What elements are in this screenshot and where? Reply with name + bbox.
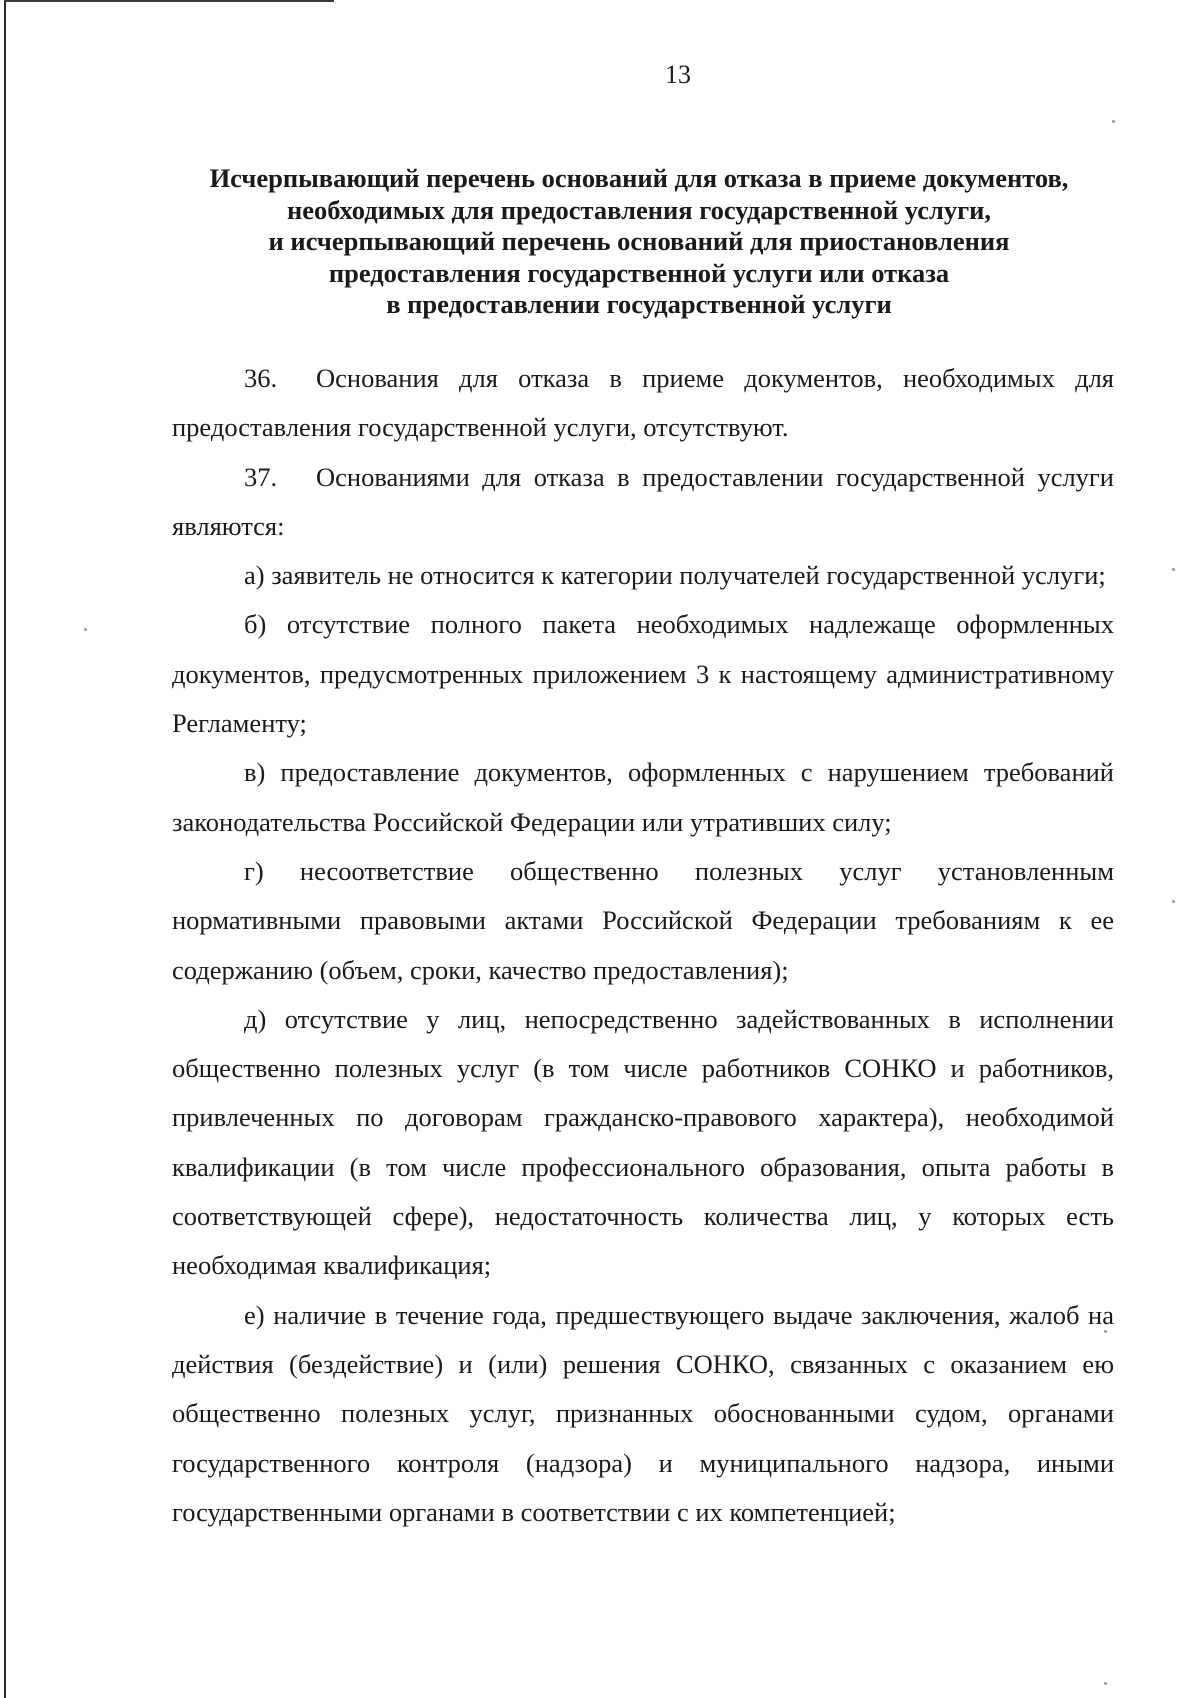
list-item-b <box>172 600 1114 748</box>
list-item-v <box>172 748 1114 847</box>
paragraph-number: 37. <box>244 461 278 492</box>
heading-line: предоставления государственной услуги или отказа <box>328 257 950 288</box>
heading-line: и исчерпывающий перечень оснований для приостановления <box>268 226 1010 256</box>
paragraph-36 <box>172 354 1114 453</box>
paragraph-text: в) предоставление документов, оформленных с нарушением требований законодательства Российской Федерации или утративших силу; <box>172 757 1114 837</box>
list-item-e <box>172 1291 1114 1537</box>
list-item-a <box>172 551 1114 600</box>
section-heading <box>172 163 1106 321</box>
heading-line: Исчерпывающий перечень оснований для отказа в приеме документов, <box>209 163 1069 193</box>
scan-speck <box>1104 1682 1107 1685</box>
scan-speck <box>1104 1330 1107 1333</box>
paragraph-text: д) отсутствие у лиц, непосредственно задействованных в исполнении общественно полезных услуг (в том числе работников СОНКО и работников, привлеченных по договорам гражданско-правового характера), необходимой квалификации (в том числе профессионального образования, опыта работы в соответствующей сфере), недостаточность количества лиц, у которых есть необходимая квалификация; <box>172 1003 1114 1281</box>
paragraph-text: г) несоответствие общественно полезных услуг установленным нормативными правовыми актами Российской Федерации требованиям к ее содержанию (объем, сроки, качество предоставления); <box>172 855 1114 985</box>
scan-speck <box>1172 568 1175 571</box>
heading-line: в предоставлении государственной услуги <box>386 289 892 319</box>
scan-speck <box>1112 120 1115 123</box>
scan-border-left <box>4 0 6 1698</box>
scan-border-top <box>4 0 334 2</box>
page-number: 13 <box>665 60 691 89</box>
document-body <box>172 354 1114 1537</box>
list-item-d <box>172 995 1114 1291</box>
paragraph-text: е) наличие в течение года, предшествующего выдаче заключения, жалоб на действия (бездействие) и (или) решения СОНКО, связанных с оказанием ею общественно полезных услуг, признанных обоснованными судом, органами государственного контроля (надзора) и муниципального надзора, иными государственными органами в соответствии с их компетенцией; <box>172 1299 1114 1527</box>
paragraph-text: Основаниями для отказа в предоставлении государственной услуги являются: <box>172 461 1114 541</box>
scan-speck <box>1172 900 1175 903</box>
list-item-g <box>172 847 1114 995</box>
paragraph-37 <box>172 453 1114 552</box>
heading-line: необходимых для предоставления государственной услуги, <box>286 194 992 225</box>
paragraph-number: 36. <box>244 363 278 393</box>
paragraph-text: б) отсутствие полного пакета необходимых надлежаще оформленных документов, предусмотренных приложением 3 к настоящему административному Регламенту; <box>172 609 1114 739</box>
paragraph-text: Основания для отказа в приеме документов, необходимых для предоставления государственной услуги, отсутствуют. <box>172 363 1114 443</box>
paragraph-text: а) заявитель не относится к категории получателей государственной услуги; <box>244 560 1106 591</box>
scan-speck <box>84 628 87 631</box>
